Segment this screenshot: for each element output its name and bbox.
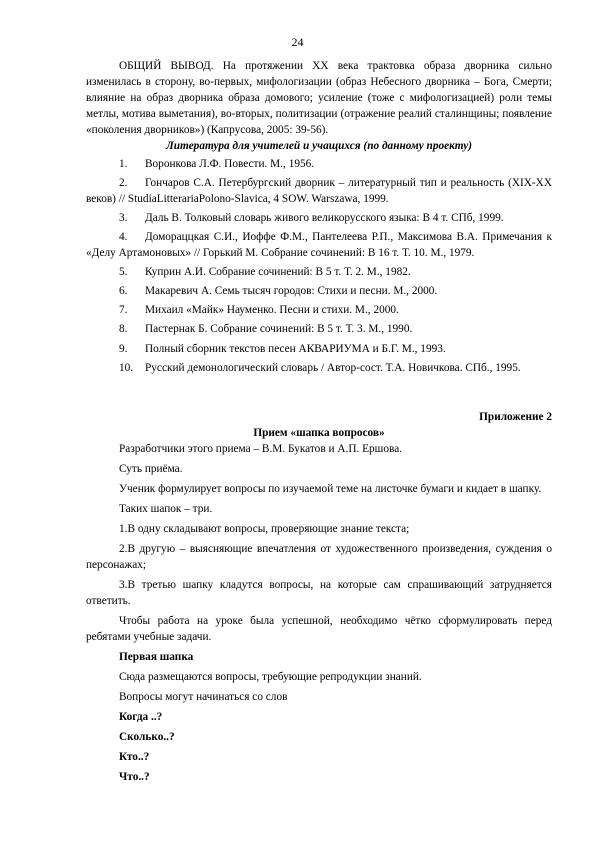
question-word: Что..?	[119, 771, 150, 784]
hat-item-1: 1.В одну складывают вопросы, проверяющие знание текста;	[119, 522, 410, 535]
reference-item: 10. Русский демонологический словарь / Автор-сост. Т.А. Новичкова. СПб., 1995.	[119, 361, 521, 374]
student-paragraph: Ученик формулирует вопросы по изучаемой теме на листочке бумаги и кидает в шапку.	[119, 482, 542, 495]
question-word: Кто..?	[119, 751, 150, 764]
references-list	[86, 156, 552, 375]
appendix-title: Прием «шапка вопросов»	[253, 426, 385, 439]
reference-item: 2. Гончаров С.А. Петербургский дворник – литературный тип и реальность (XIX-XX веков) // StudiaLitterariaPolono-Slavica, 4 SOW. Warszawa, 1999.	[86, 177, 552, 206]
conclusion-paragraph: ОБЩИЙ ВЫВОД. На протяжении XX века трактовка образа дворника сильно изменилась в сторону, во-первых, мифологизации (образ Небесного дворника – Бога, Смерти; влияние на образ дворника образа домового; усиление (тоже с мифологизацией) роли темы метлы, мотива выметания), во-вторых, политизации (отражение реалий сталинщины; появление «поколения дворников») (Капрусова, 2005: 39-56).	[86, 60, 552, 137]
appendix-label: Приложение 2	[479, 410, 552, 423]
reference-item: 1. Воронкова Л.Ф. Повести. М., 1956.	[119, 158, 315, 171]
hat-item-2: 2.В другую – выясняющие впечатления от художественного произведения, суждения о персонажах;	[86, 542, 552, 571]
question-word: Когда ..?	[119, 711, 163, 724]
reference-item: 9. Полный сборник текстов песен АКВАРИУМА и Б.Г. М., 1993.	[119, 342, 446, 355]
success-paragraph: Чтобы работа на уроке была успешной, необходимо чётко сформулировать перед ребятами учебные задачи.	[86, 614, 552, 643]
page-number: 24	[291, 35, 304, 49]
references-title: Литература для учителей и учащихся (по данному проекту)	[165, 140, 472, 153]
reference-item: 3. Даль В. Толковый словарь живого великорусского языка: В 4 т. СПб, 1999.	[119, 212, 504, 225]
question-word: Сколько..?	[119, 731, 175, 744]
first-hat-title: Первая шапка	[119, 650, 194, 663]
reference-item: 6. Макаревич А. Семь тысяч городов: Стихи и песни. М., 2000.	[119, 285, 438, 298]
questions-intro: Вопросы могут начинаться со слов	[119, 691, 288, 704]
reference-item: 4. Домораццкая С.И., Иоффе Ф.М., Пантелеева Р.П., Максимова В.А. Примечания к «Делу Артамоновых» // Горький М. Собрание сочинений: В 16 т. Т. 10. М., 1979.	[86, 231, 552, 260]
reference-item: 7. Михаил «Майк» Науменко. Песни и стихи. М., 2000.	[119, 304, 399, 317]
hat-item-3: 3.В третью шапку кладутся вопросы, на которые сам спрашивающий затрудняется ответить.	[86, 578, 552, 607]
reference-item: 5. Куприн А.И. Собрание сочинений: В 5 т. Т. 2. М., 1982.	[119, 266, 411, 279]
page-content	[86, 58, 552, 789]
reference-item: 8. Пастернак Б. Собрание сочинений: В 5 т. Т. 3. М., 1990.	[119, 323, 413, 336]
authors-paragraph: Разработчики этого приема – В.М. Букатов и А.П. Ершова.	[119, 442, 403, 455]
essence-paragraph: Суть приёма.	[119, 462, 183, 475]
first-hat-description: Сюда размещаются вопросы, требующие репродукции знаний.	[119, 671, 422, 683]
three-hats-paragraph: Таких шапок – три.	[119, 502, 213, 515]
